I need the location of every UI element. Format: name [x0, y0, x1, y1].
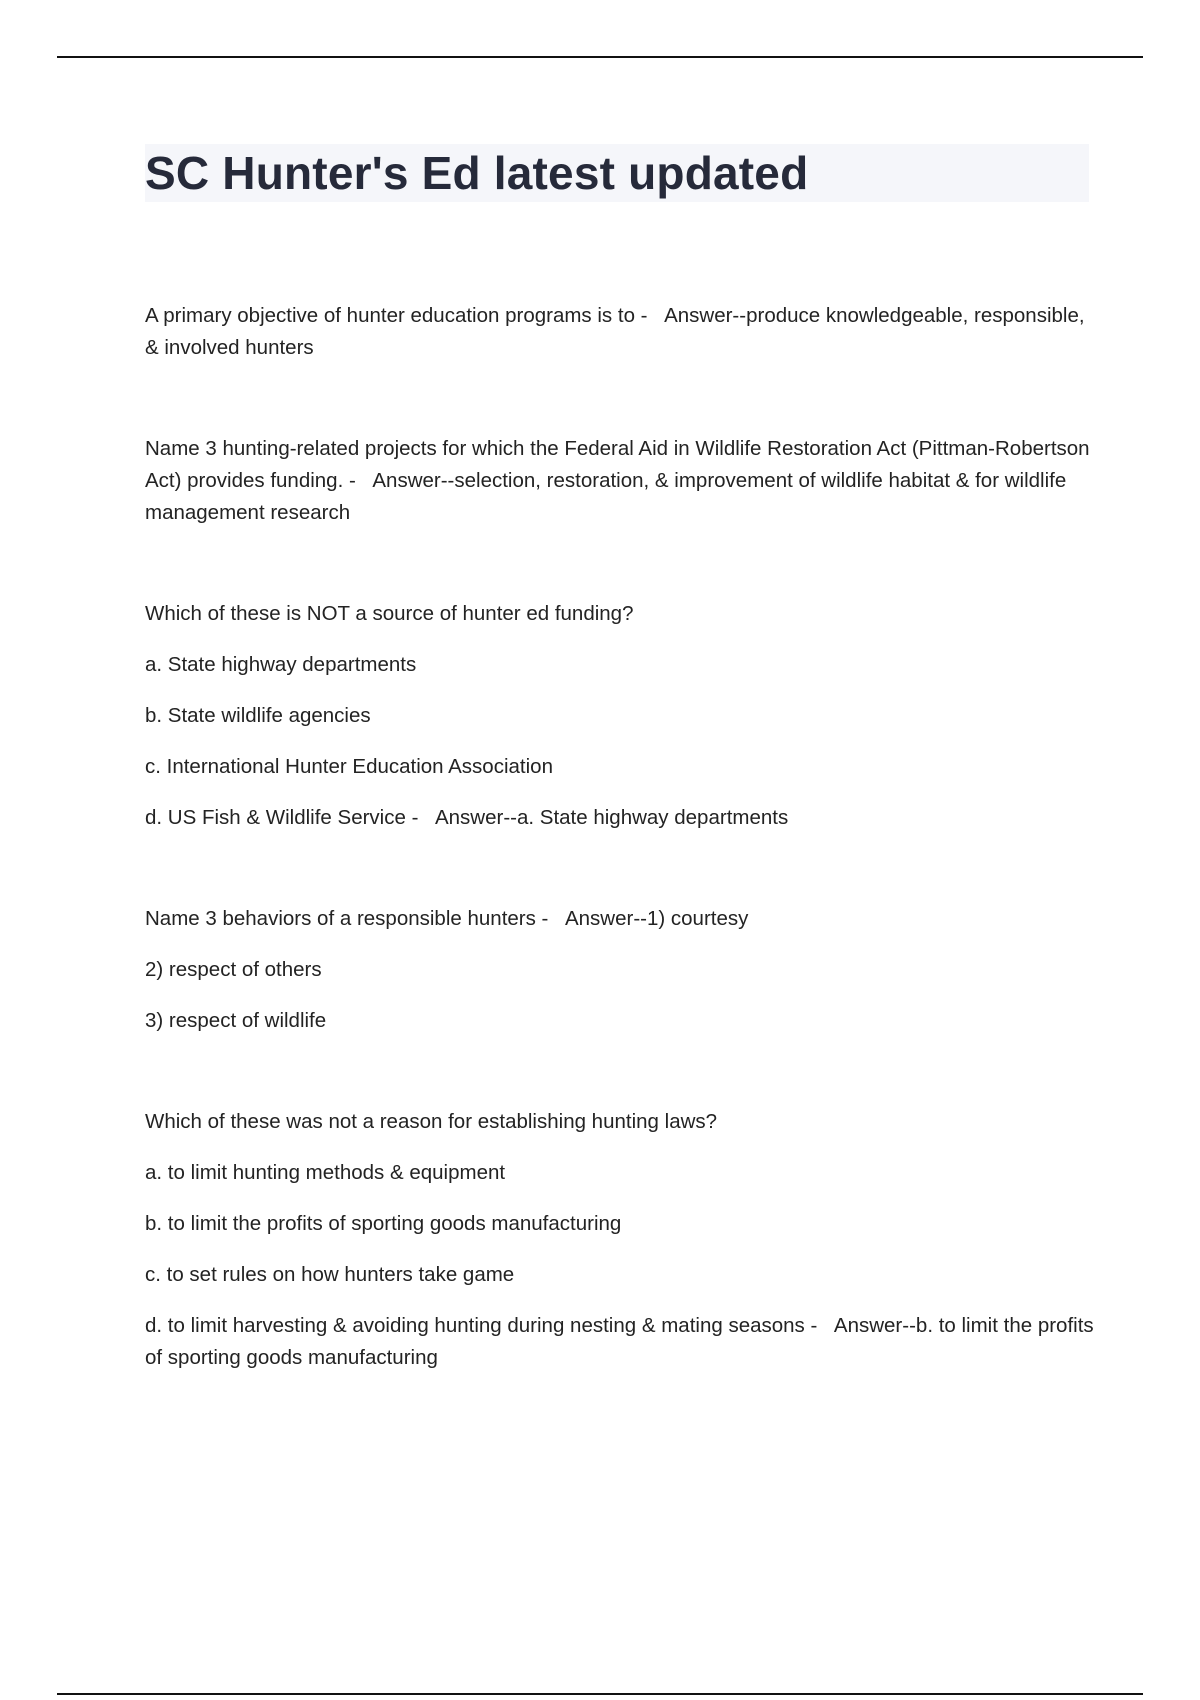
option-d: d. to limit harvesting & avoiding hunting during nesting & mating seasons -	[145, 1314, 818, 1337]
answer-continuation-2: 3) respect of wildlife	[145, 1009, 327, 1032]
top-rule	[57, 56, 1143, 58]
option-b: b. to limit the profits of sporting goods manufacturing	[145, 1212, 622, 1235]
document-body	[145, 300, 1095, 1374]
qa-text	[145, 300, 1095, 364]
option-a: a. State highway departments	[145, 653, 417, 676]
option-d-with-answer	[145, 802, 1095, 834]
question-text: Name 3 behaviors of a responsible hunters -	[145, 907, 549, 930]
option-b: b. State wildlife agencies	[145, 704, 371, 727]
document-title: SC Hunter's Ed latest updated	[145, 147, 809, 199]
answer-text: Answer--a. State highway departments	[434, 806, 789, 829]
option-a: a. to limit hunting methods & equipment	[145, 1161, 506, 1184]
option-c: c. International Hunter Education Association	[145, 755, 553, 778]
answer-text: Answer--selection, restoration, & improvement of wildlife habitat & for wildlife management research	[145, 469, 1067, 524]
option-d-with-answer	[145, 1310, 1095, 1374]
question-text: Which of these is NOT a source of hunter ed funding?	[145, 602, 634, 625]
option-c: c. to set rules on how hunters take game	[145, 1263, 515, 1286]
qa-item-2	[145, 433, 1095, 529]
bottom-rule	[57, 1693, 1143, 1695]
qa-text	[145, 433, 1095, 529]
question-text: Which of these was not a reason for establishing hunting laws?	[145, 1110, 718, 1133]
question-text: A primary objective of hunter education programs is to -	[145, 304, 648, 327]
answer-text: Answer--produce knowledgeable, responsible, & involved hunters	[145, 304, 1085, 359]
qa-text	[145, 903, 1095, 935]
qa-item-4	[145, 903, 1095, 1037]
qa-item-5	[145, 1106, 1095, 1374]
answer-continuation-1: 2) respect of others	[145, 958, 322, 981]
answer-text: Answer--b. to limit the profits of sporting goods manufacturing	[145, 1314, 1094, 1369]
qa-item-1	[145, 300, 1095, 364]
answer-text: Answer--1) courtesy	[564, 907, 749, 930]
qa-item-3	[145, 598, 1095, 834]
question-text: Name 3 hunting-related projects for which the Federal Aid in Wildlife Restoration Act (Pittman-Robertson Act) provides funding. -	[145, 437, 1090, 492]
option-d: d. US Fish & Wildlife Service -	[145, 806, 419, 829]
